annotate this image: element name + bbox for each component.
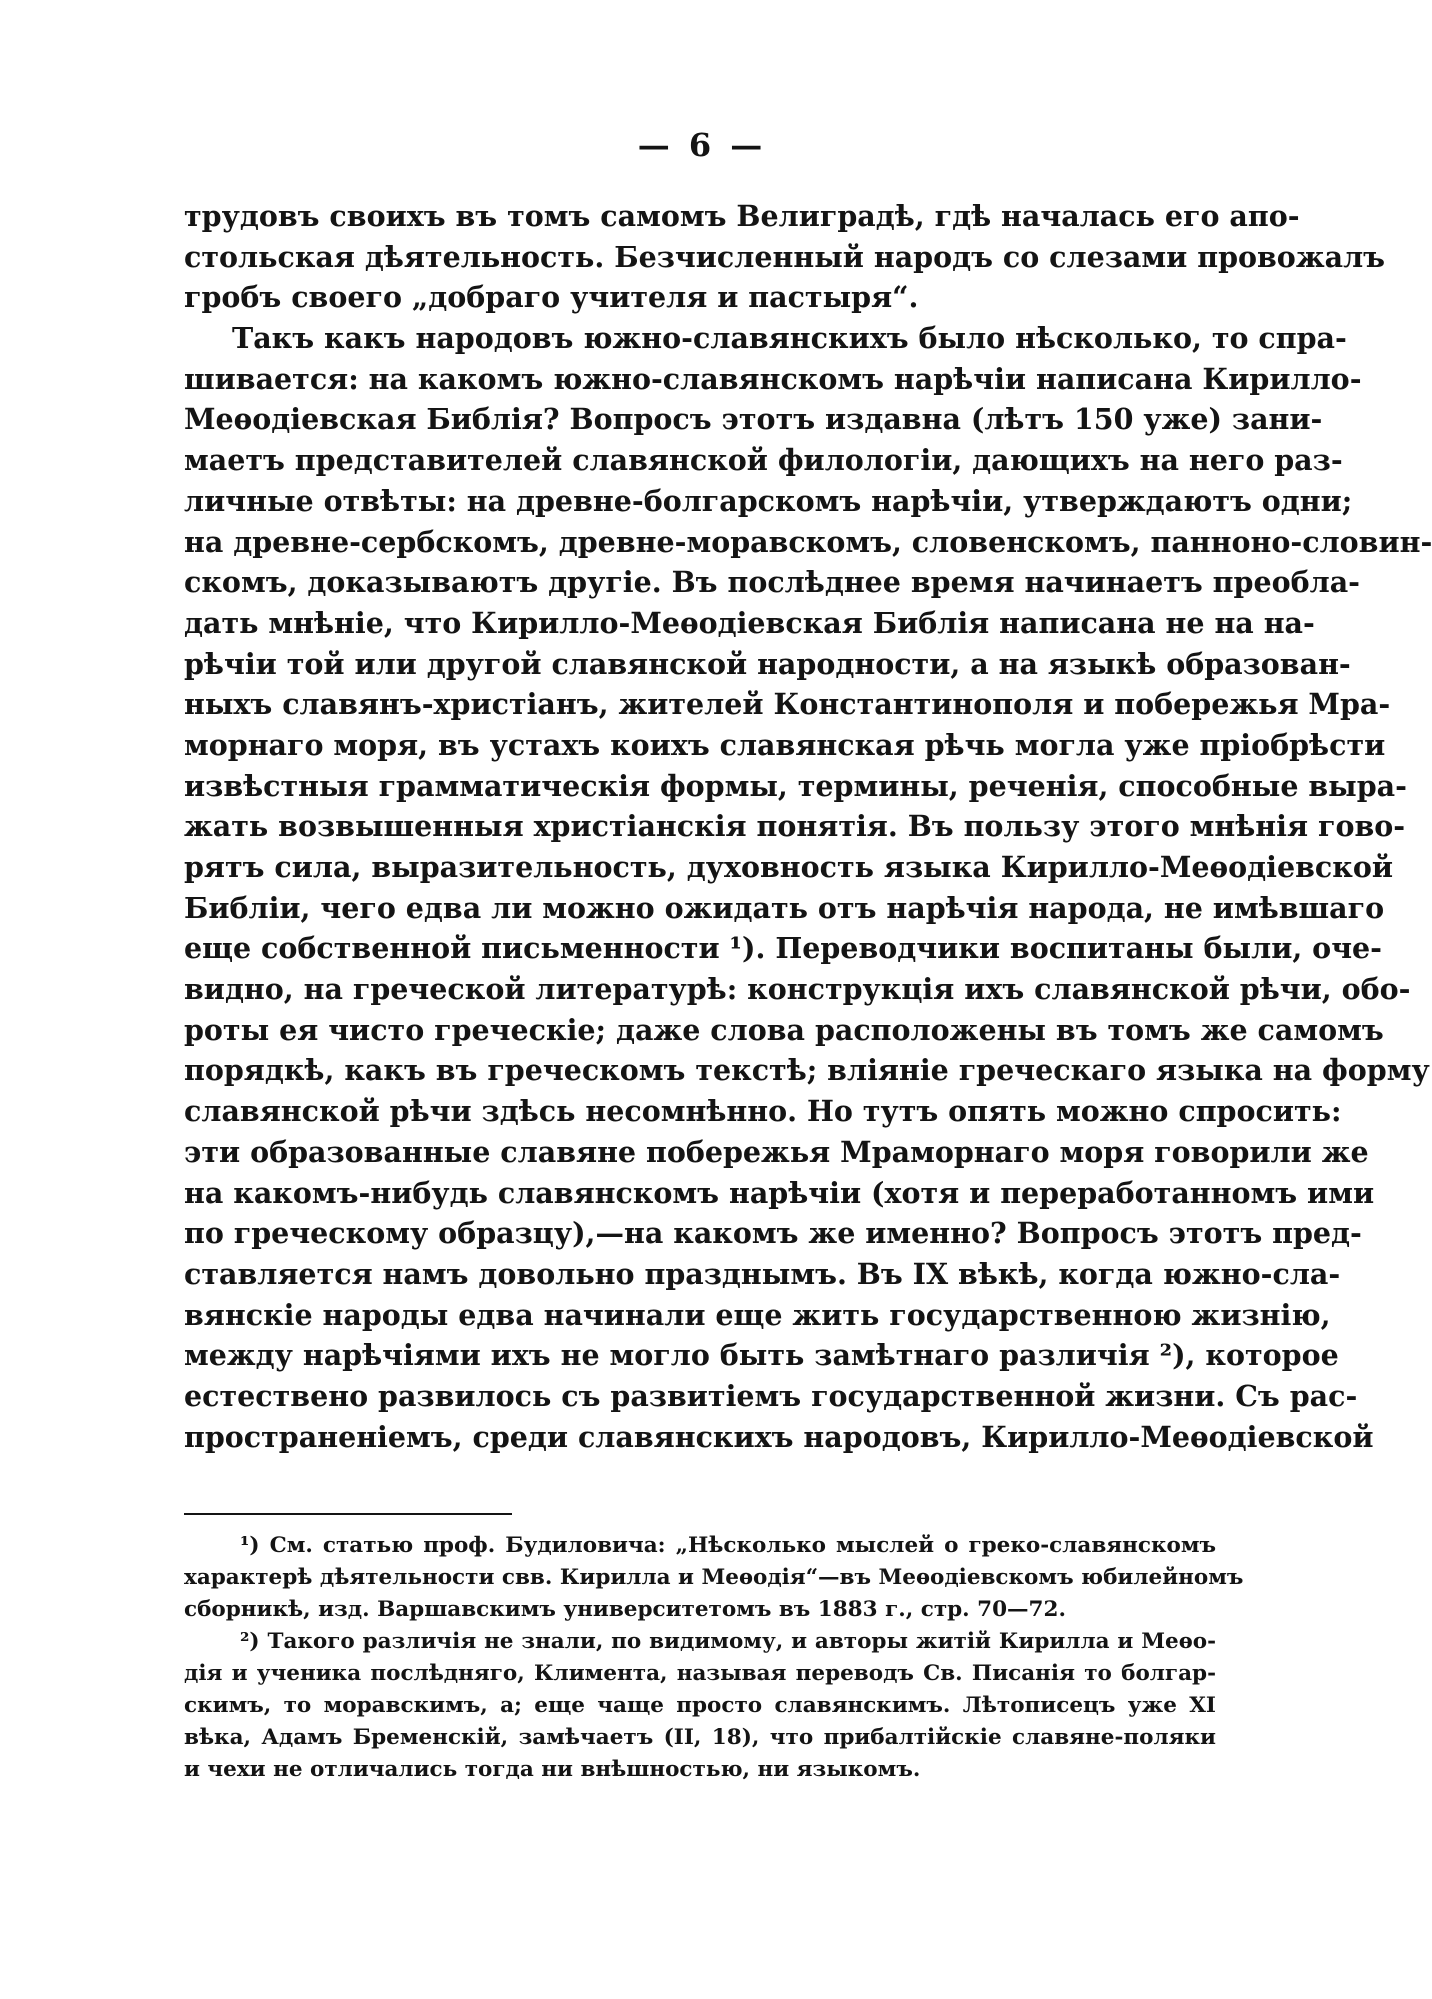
text-line: Библіи, чего едва ли можно ожидать отъ нарѣчія народа, не имѣвшаго [184,890,1385,925]
text-line: ныхъ славянъ-христіанъ, жителей Константинополя и побережья Мра- [184,687,1391,722]
text-line: вянскіе народы едва начинали еще жить государственною жизнію, [184,1297,1331,1332]
text-line: на какомъ-нибудь славянскомъ нарѣчіи (хотя и переработанномъ ими [184,1175,1375,1210]
text-line: пространеніемъ, среди славянскихъ народовъ, Кирилло-Меѳодіевской [184,1419,1374,1454]
footnote-line: характерѣ дѣятельности свв. Кирилла и Меѳодія“—въ Меѳодіевскомъ юбилейномъ [184,1565,1244,1590]
footnotes [184,1530,1244,1786]
text-line: ставляется намъ довольно празднымъ. Въ IX вѣкѣ, когда южно-сла- [184,1256,1341,1291]
text-line: извѣстныя грамматическія формы, термины, реченія, способные выра- [184,768,1407,803]
text-line: Такъ какъ народовъ южно-славянскихъ было нѣсколько, то спра- [232,321,1347,356]
text-line: скомъ, доказываютъ другіе. Въ послѣднее время начинаетъ преобла- [184,565,1361,600]
text-line: славянской рѣчи здѣсь несомнѣнно. Но тутъ опять можно спросить: [184,1094,1342,1129]
text-line: гробъ своего „добраго учителя и пастыря“. [184,280,919,315]
text-line: дать мнѣніе, что Кирилло-Меѳодіевская Библія написана не на на- [184,605,1315,640]
text-line: стольская дѣятельность. Безчисленный народъ со слезами провожалъ [184,239,1386,274]
footnote-divider [184,1513,512,1515]
text-line: морнаго моря, въ устахъ коихъ славянская рѣчь могла уже пріобрѣсти [184,727,1386,762]
text-line: еще собственной письменности ¹). Переводчики воспитаны были, оче- [184,931,1383,966]
text-line: порядкѣ, какъ въ греческомъ текстѣ; вліяніе греческаго языка на форму [184,1053,1430,1088]
footnote-line: сборникѣ, изд. Варшавскимъ университетомъ въ 1883 г., стр. 70—72. [184,1597,1066,1622]
text-line: жать возвышенныя христіанскія понятія. Въ пользу этого мнѣнія гово- [184,809,1406,844]
text-line: по греческому образцу),—на какомъ же именно? Вопросъ этотъ пред- [184,1216,1362,1251]
footnote-line: скимъ, то моравскимъ, а; еще чаще просто славянскимъ. Лѣтописецъ уже XI [184,1693,1216,1718]
text-line: между нарѣчіями ихъ не могло быть замѣтнаго различія ²), которое [184,1338,1339,1373]
text-line: рѣчіи той или другой славянской народности, а на языкѣ образован- [184,646,1351,681]
text-line: маетъ представителей славянской филологіи, дающихъ на него раз- [184,443,1343,478]
page-number: — 6 — [637,126,767,164]
text-line: роты ея чисто греческіе; даже слова расположены въ томъ же самомъ [184,1012,1384,1047]
main-text [184,196,1432,1457]
footnote-line: ¹) См. статью проф. Будиловича: „Нѣсколько мыслей о греко-славянскомъ [240,1533,1216,1558]
text-line: видно, на греческой литературѣ: конструкція ихъ славянской рѣчи, обо- [184,972,1411,1007]
footnote-line: дія и ученика послѣдняго, Климента, называя переводъ Св. Писанія то болгар- [184,1661,1216,1686]
text-line: личные отвѣты: на древне-болгарскомъ нарѣчіи, утверждаютъ одни; [184,483,1353,518]
text-line: шивается: на какомъ южно-славянскомъ нарѣчіи написана Кирилло- [184,361,1362,396]
text-line: рятъ сила, выразительность, духовность языка Кирилло-Меѳодіевской [184,850,1393,884]
text-line: на древне-сербскомъ, древне-моравскомъ, словенскомъ, панноно-словин- [184,524,1432,559]
footnote-line: и чехи не отличались тогда ни внѣшностью, ни языкомъ. [184,1757,921,1782]
text-line: трудовъ своихъ въ томъ самомъ Велиградѣ, гдѣ началась его апо- [184,199,1300,233]
text-line: эти образованные славяне побережья Мраморнаго моря говорили же [184,1134,1369,1169]
footnote-line: вѣка, Адамъ Бременскій, замѣчаетъ (II, 18), что прибалтійскіе славяне-поляки [184,1725,1216,1750]
text-line: Меѳодіевская Библія? Вопросъ этотъ издавна (лѣтъ 150 уже) зани- [184,402,1323,437]
footnote-line: ²) Такого различія не знали, по видимому, и авторы житій Кирилла и Меѳо- [240,1629,1216,1654]
text-line: естествено развилось съ развитіемъ государственной жизни. Съ рас- [184,1378,1358,1413]
